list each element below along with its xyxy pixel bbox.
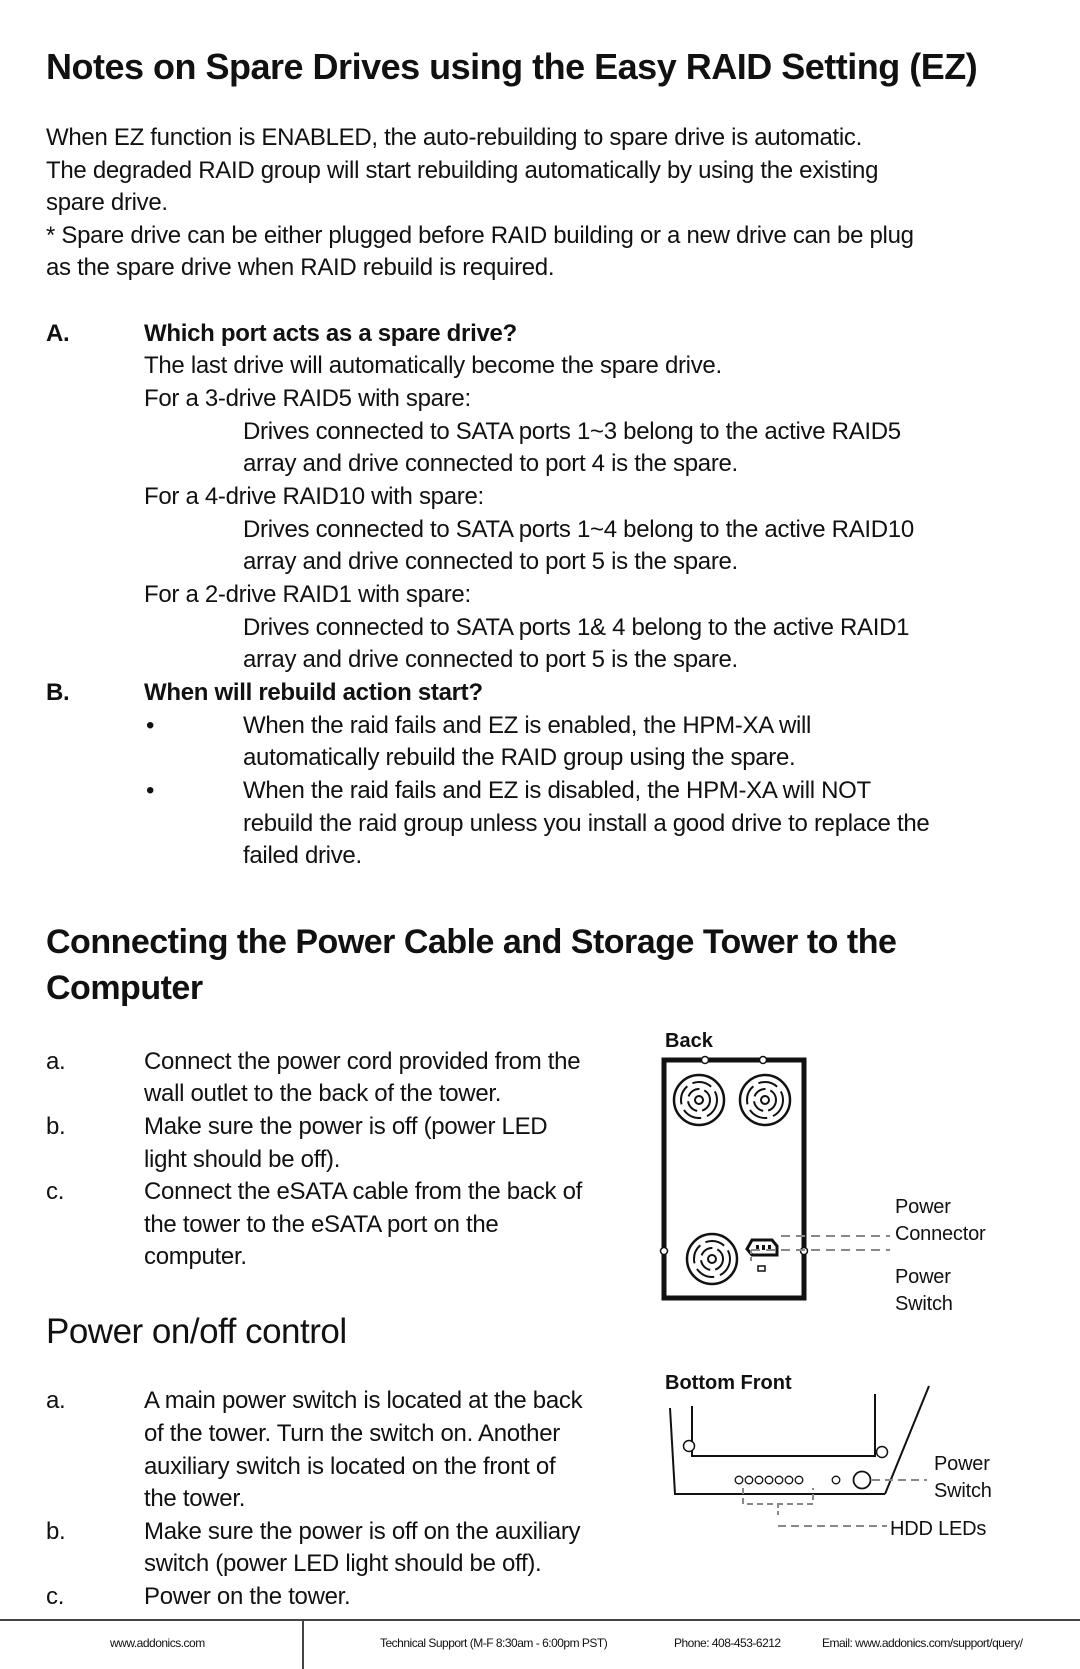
front-panel-edge [885, 1386, 929, 1494]
step-line: Connect the eSATA cable from the back of [144, 1178, 583, 1205]
screw-icon [661, 1248, 668, 1255]
bullet1-line: automatically rebuild the RAID group using the spare. [243, 744, 796, 771]
step-marker: c. [46, 1583, 65, 1610]
bullet-icon: • [146, 712, 155, 739]
hdd-leds-label: HDD LEDs [890, 1518, 987, 1540]
screw-icon [702, 1057, 709, 1064]
intro-line: When EZ function is ENABLED, the auto-rebuilding to spare drive is automatic. [46, 124, 862, 151]
back-diagram-title: Back [665, 1030, 713, 1052]
tower-back-diagram [655, 1052, 895, 1312]
step-line: the tower. [144, 1485, 246, 1512]
bullet2-line: When the raid fails and EZ is disabled, the HPM-XA will NOT [243, 777, 871, 804]
step-marker: a. [46, 1387, 66, 1414]
item-b-heading: When will rebuild action start? [144, 679, 483, 706]
label-line: Switch [895, 1293, 953, 1315]
label-line: Power [934, 1453, 990, 1475]
footer-rule [0, 1619, 1080, 1621]
step-marker: c. [46, 1178, 65, 1205]
step-line: light should be off). [144, 1146, 341, 1173]
footer-email: Email: www.addonics.com/support/query/ [822, 1636, 1023, 1650]
label-line: Switch [934, 1480, 992, 1502]
led-leader-bracket [743, 1488, 813, 1504]
step-line: wall outlet to the back of the tower. [144, 1080, 502, 1107]
front-power-switch-label [934, 1451, 992, 1505]
raid10-line: Drives connected to SATA ports 1~4 belong to the active RAID10 [243, 516, 914, 543]
power-switch-label [895, 1264, 953, 1318]
section-title-power-control: Power on/off control [46, 1312, 347, 1351]
item-a-line: The last drive will automatically become the spare drive. [144, 352, 722, 379]
screw-icon [684, 1441, 695, 1452]
footer-divider [302, 1620, 304, 1669]
screw-icon [877, 1447, 888, 1458]
step-line: of the tower. Turn the switch on. Another [144, 1420, 560, 1447]
step-line: A main power switch is located at the back [144, 1387, 583, 1414]
section-title-power-cable [46, 920, 896, 1012]
label-line: Connector [895, 1223, 986, 1245]
bullet-icon: • [146, 777, 155, 804]
title-line: Connecting the Power Cable and Storage Tower to the [46, 923, 897, 961]
bullet1-line: When the raid fails and EZ is enabled, the HPM-XA will [243, 712, 812, 739]
label-line: Power [895, 1196, 951, 1218]
footer-website: www.addonics.com [110, 1636, 205, 1650]
fan-icon [740, 1075, 790, 1125]
raid5-line: array and drive connected to port 4 is the spare. [243, 450, 738, 477]
footer-phone: Phone: 408-453-6212 [674, 1636, 781, 1650]
screw-icon [760, 1057, 767, 1064]
step-marker: a. [46, 1048, 66, 1075]
power-led-icon [832, 1476, 840, 1484]
intro-line: The degraded RAID group will start rebuilding automatically by using the existing [46, 156, 879, 184]
section-title-spare-drives: Notes on Spare Drives using the Easy RAID Setting (EZ) [46, 46, 978, 87]
intro-line: spare drive. [46, 189, 168, 216]
raid5-line: Drives connected to SATA ports 1~3 belong to the active RAID5 [243, 418, 901, 445]
step-line: Make sure the power is off on the auxiliary [144, 1518, 581, 1545]
step-line: Connect the power cord provided from the [144, 1048, 581, 1075]
front-diagram-title: Bottom Front [665, 1372, 792, 1394]
step-line: switch (power LED light should be off). [144, 1550, 542, 1577]
bullet2-line: rebuild the raid group unless you install a good drive to replace the [243, 810, 930, 837]
raid1-line: Drives connected to SATA ports 1& 4 belong to the active RAID1 [243, 614, 910, 641]
label-line: Power [895, 1266, 951, 1288]
footer-support: Technical Support (M-F 8:30am - 6:00pm PST) [380, 1636, 608, 1650]
front-panel-recess [692, 1394, 875, 1456]
power-switch-icon [758, 1266, 765, 1271]
intro-line: as the spare drive when RAID rebuild is required. [46, 254, 555, 281]
intro-line: * Spare drive can be either plugged before RAID building or a new drive can be plug [46, 221, 914, 249]
title-line: Computer [46, 968, 203, 1007]
bullet2-line: failed drive. [243, 842, 362, 869]
raid1-intro: For a 2-drive RAID1 with spare: [144, 581, 471, 608]
step-marker: b. [46, 1113, 66, 1140]
fan-icon [674, 1075, 724, 1125]
step-marker: b. [46, 1518, 66, 1545]
step-line: the tower to the eSATA port on the [144, 1211, 499, 1238]
raid10-line: array and drive connected to port 5 is the spare. [243, 548, 738, 575]
item-a-line: For a 3-drive RAID5 with spare: [144, 385, 471, 412]
item-a-marker: A. [46, 320, 70, 347]
step-line: Make sure the power is off (power LED [144, 1113, 548, 1140]
auxiliary-power-switch-icon [854, 1472, 871, 1489]
power-connector-label [895, 1194, 985, 1248]
hdd-led-icon [735, 1476, 803, 1484]
step-line: auxiliary switch is located on the front of [144, 1453, 556, 1480]
fan-icon [687, 1234, 737, 1284]
raid1-line: array and drive connected to port 5 is the spare. [243, 646, 738, 673]
item-b-marker: B. [46, 679, 70, 706]
intro-paragraph [46, 122, 914, 285]
step-line: computer. [144, 1243, 247, 1270]
raid10-intro: For a 4-drive RAID10 with spare: [144, 483, 484, 510]
item-a-heading: Which port acts as a spare drive? [144, 320, 517, 347]
step-line: Power on the tower. [144, 1583, 351, 1610]
